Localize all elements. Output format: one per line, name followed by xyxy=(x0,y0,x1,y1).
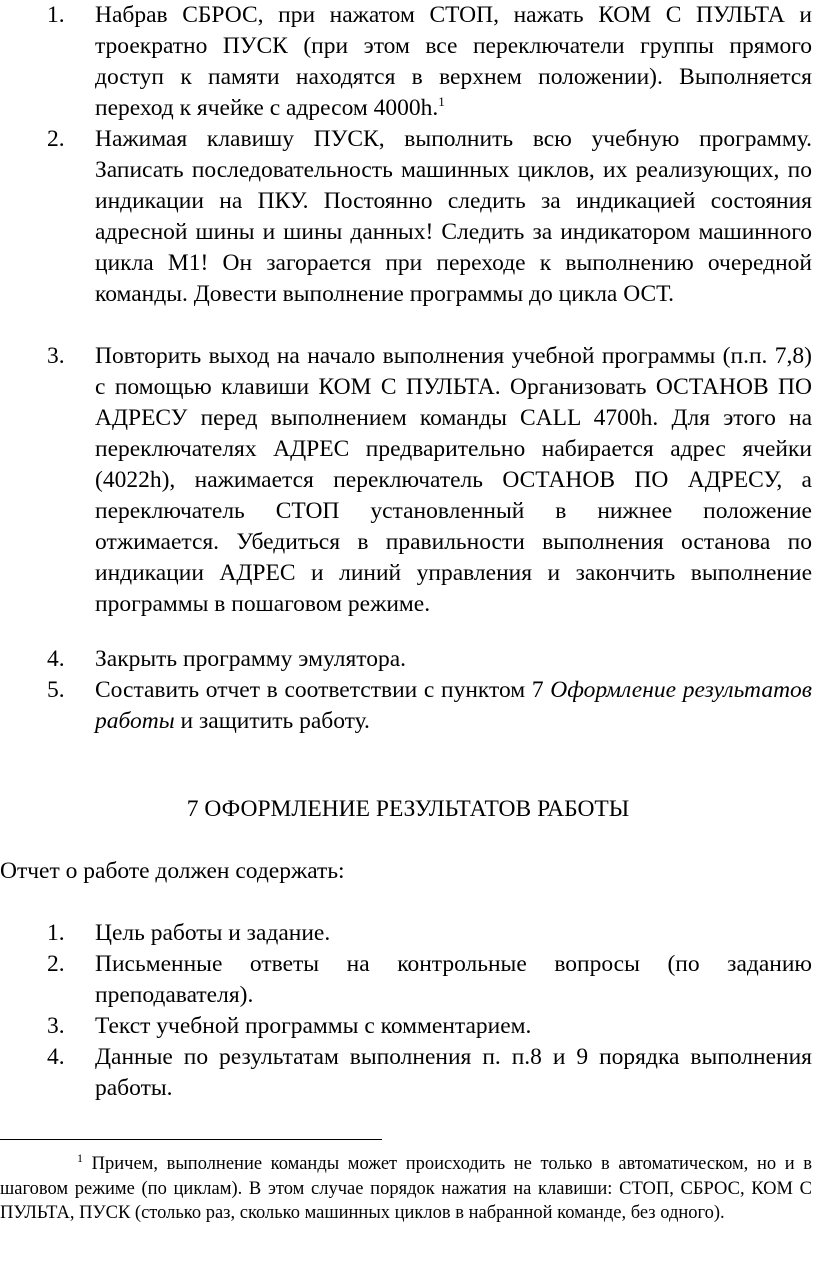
list-item xyxy=(0,675,816,737)
list-item-text xyxy=(95,0,812,124)
list-item xyxy=(0,1042,816,1104)
footnote-separator xyxy=(0,1139,382,1140)
list-item xyxy=(0,124,816,310)
list-item-number: 4. xyxy=(47,1044,65,1070)
list-item-number: 3. xyxy=(47,1013,65,1039)
list-item xyxy=(0,949,816,1011)
list-item-number: 5. xyxy=(47,677,65,703)
footnote-reference: 1 xyxy=(438,94,445,109)
step-5-text-end: и защитить работу. xyxy=(174,708,370,734)
list-item-number: 3. xyxy=(47,343,65,369)
step-1-text: Набрав СБРОС, при нажатом СТОП, нажать КОМ С ПУЛЬТА и троекратно ПУСК (при этом все переключатели группы прямого доступ к памяти находятся в верхнем положении). Выполняется переход к ячейке с адресом 4000h. xyxy=(95,2,812,121)
list-item-text: Закрыть программу эмулятора. xyxy=(95,646,407,672)
footnote xyxy=(0,1152,812,1226)
list-item-text xyxy=(95,675,812,737)
list-item-number: 2. xyxy=(47,126,65,152)
list-item-text: Нажимая клавишу ПУСК, выполнить всю учебную программу. Записать последовательность машинных циклов, их реализующих, по индикации на ПКУ. Постоянно следить за индикацией состояния адресной шины и шины данных! Следить за индикатором машинного цикла М1! Он загорается при переходе к выполнению очередной команды. Довести выполнение программы до цикла ОСТ. xyxy=(95,126,812,307)
list-item-number: 1. xyxy=(47,920,65,946)
list-item-text: Письменные ответы на контрольные вопросы (по заданию преподавателя). xyxy=(95,951,812,1008)
section-reference-italic: Оформление результатов работы xyxy=(95,677,812,734)
list-item-text: Цель работы и задание. xyxy=(95,920,331,946)
step-5-text: Составить отчет в соответствии с пунктом 7 xyxy=(95,677,551,703)
list-item-number: 4. xyxy=(47,646,65,672)
list-item xyxy=(0,341,816,620)
list-item-text: Текст учебной программы с комментарием. xyxy=(95,1013,532,1039)
list-item xyxy=(0,644,816,675)
footnote-mark: 1 xyxy=(77,1151,83,1165)
list-item-number: 1. xyxy=(47,2,65,28)
list-item-text: Повторить выход на начало выполнения учебной программы (п.п. 7,8) с помощью клавиши КОМ С ПУЛЬТА. Организовать ОСТАНОВ ПО АДРЕСУ перед выполнением команды CALL 4700h. Для этого на переключателях АДРЕС предварительно набирается адрес ячейки (4022h), нажимается переключатель ОСТАНОВ ПО АДРЕСУ, а переключатель СТОП установленный в нижнее положение отжимается. Убедиться в правильности выполнения останова по индикации АДРЕС и линий управления и закончить выполнение программы в пошаговом режиме. xyxy=(95,343,812,617)
list-item-text: Данные по результатам выполнения п. п.8 и 9 порядка выполнения работы. xyxy=(95,1044,812,1101)
footnote-text: Причем, выполнение команды может происходить не только в автоматическом, но и в шаговом режиме (по циклам). В этом случае порядок нажатия на клавиши: СТОП, СБРОС, КОМ С ПУЛЬТА, ПУСК (столько раз, сколько машинных циклов в набранной команде, без одного). xyxy=(0,1154,812,1223)
intro-paragraph: Отчет о работе должен содержать: xyxy=(0,858,345,884)
list-item xyxy=(0,1011,816,1042)
list-item xyxy=(0,0,816,124)
list-item-number: 2. xyxy=(47,951,65,977)
list-item xyxy=(0,918,816,949)
section-heading: 7 ОФОРМЛЕНИЕ РЕЗУЛЬТАТОВ РАБОТЫ xyxy=(186,796,630,822)
